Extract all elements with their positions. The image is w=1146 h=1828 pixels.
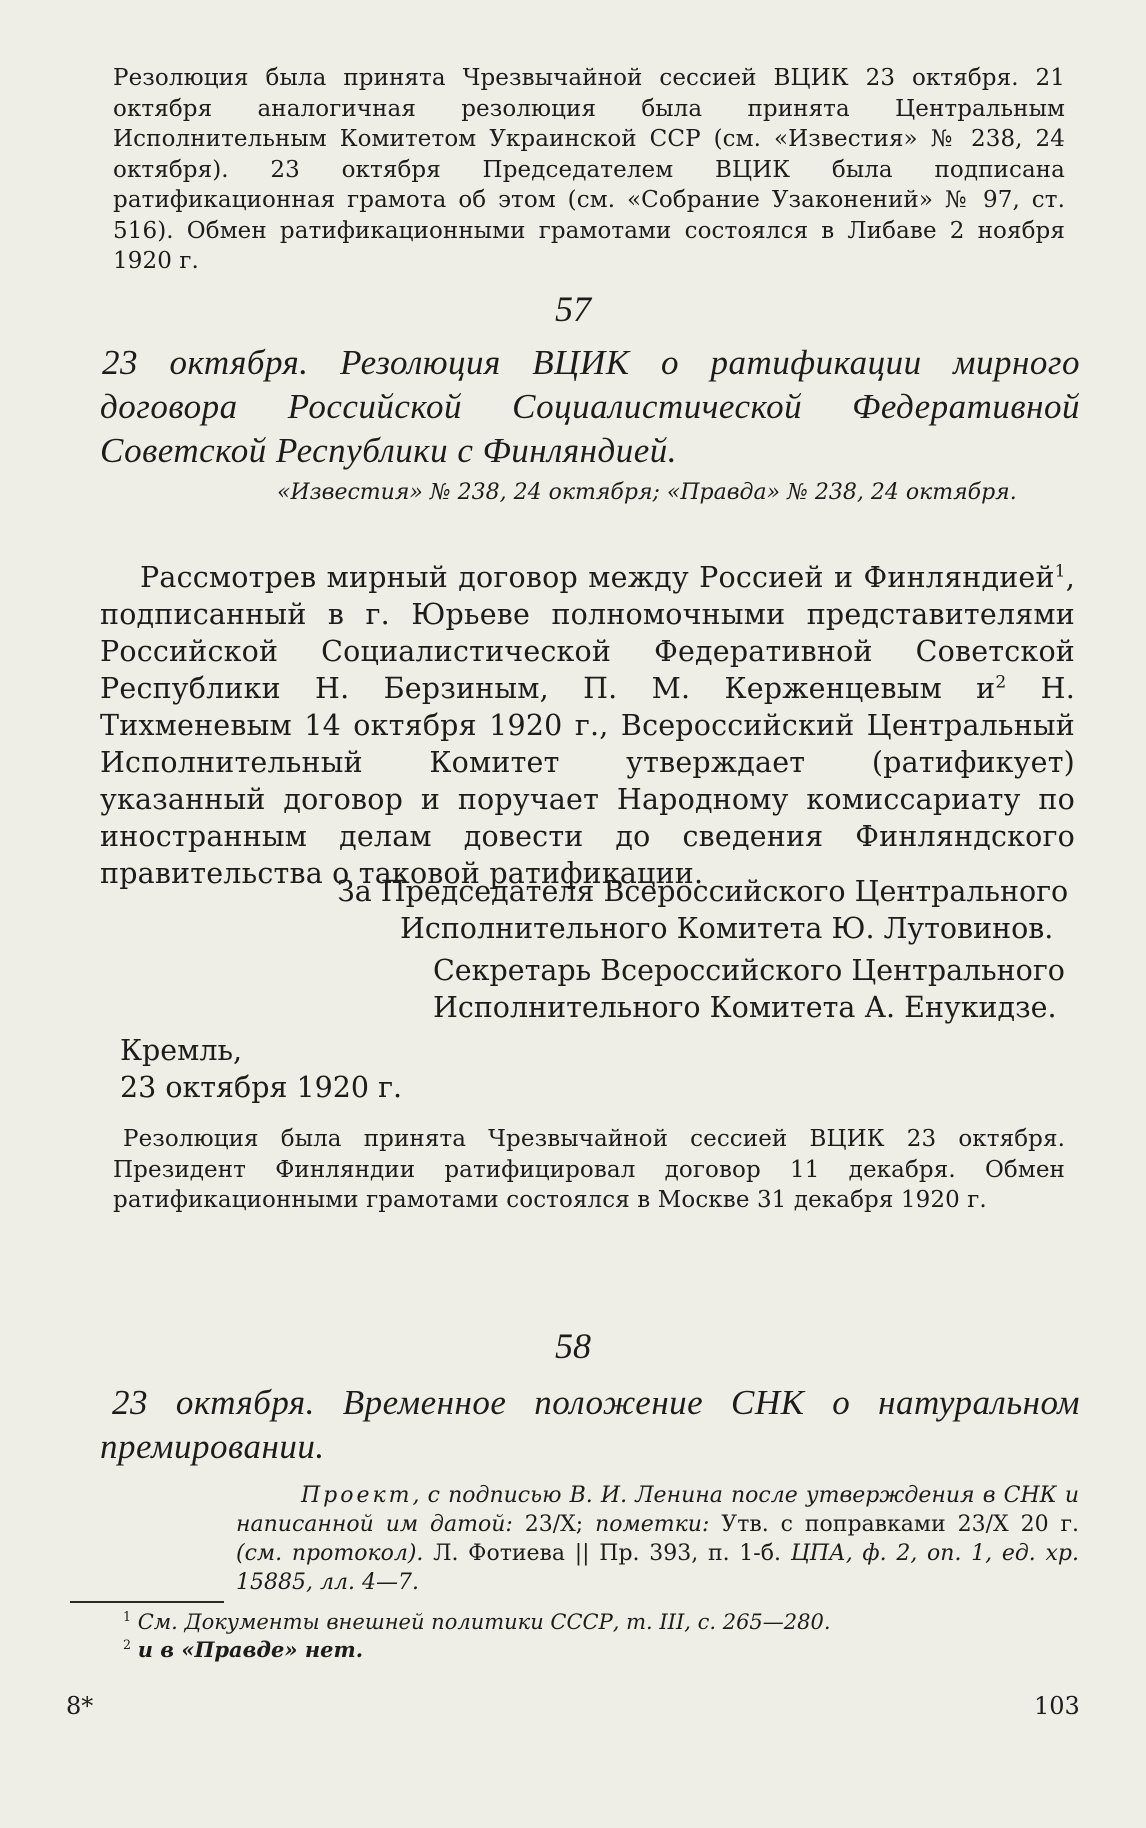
- footnote-2: $^2$ и в «Правде» нет.: [123, 1637, 364, 1662]
- document-57-source: «Известия» № 238, 24 октября; «Правда» № 238, 24 октября.: [277, 480, 1017, 505]
- signature-mark: 8*: [66, 1692, 94, 1720]
- footnote-ref-2: 2: [995, 672, 1007, 693]
- page-number: 103: [1034, 1692, 1080, 1720]
- document-58-heading: 23 октября. Временное положение СНК о натуральном премировании.: [100, 1383, 1080, 1466]
- footnote-1: $^1$ См. Документы внешней политики СССР, т. III, с. 265—280.: [123, 1609, 831, 1634]
- document-number-58: 58: [555, 1326, 591, 1366]
- footnotes: [123, 1608, 831, 1664]
- document-57-heading: 23 октября. Резолюция ВЦИК о ратификации мирного договора Российской Социалистической Федеративной Советской Республики с Финляндией.: [100, 343, 1080, 470]
- signature-chairman: За Председателя Всероссийского Центрального Исполнительного Комитета Ю. Лутовинов.: [337, 875, 1069, 945]
- footnote-ref-1: 1: [1054, 561, 1066, 582]
- signature-secretary: Секретарь Всероссийского Центрального Исполнительного Комитета А. Енукидзе.: [433, 954, 1065, 1024]
- document-58-source: Проект, с подписью В. И. Ленина после утверждения в СНК и написанной им датой: 23/X; пометки: Утв. с поправками 23/X 20 г. (см. протокол). Л. Фотиева || Пр. 393, п. 1-б. ЦПА, ф. 2, оп. 1, ед. хр. 15885, лл. 4—7.: [236, 1483, 1080, 1595]
- place-and-date: Кремль, 23 октября 1920 г.: [120, 1034, 403, 1104]
- document-number-57: 57: [555, 289, 591, 329]
- footnote-separator: [70, 1601, 224, 1603]
- document-57-body: Рассмотрев мирный договор между Россией и Финляндией$^1$, подписанный в г. Юрьеве полномочными представителями Российской Социалистической Федеративной Советской Республики Н. Берзиным, П. М. Керженцевым $и^2$ Н. Тихменевым 14 октября 1920 г., Всероссийский Центральный Исполнительный Комитет утверждает (ратификует) указанный договор и поручает Народному комиссариату по иностранным делам довести до сведения Финляндского правительства о таковой ратификации.: [100, 561, 1075, 890]
- top-note: Резолюция была принята Чрезвычайной сессией ВЦИК 23 октября. 21 октября аналогичная резолюция была принята Центральным Исполнительным Комитетом Украинской ССР (см. «Известия» № 238, 24 октября). 23 октября Председателем ВЦИК была подписана ратификационная грамота об этом (см. «Собрание Узаконений» № 97, ст. 516). Обмен ратификационными грамотами состоялся в Либаве 2 ноября 1920 г.: [113, 65, 1065, 274]
- document-57-note: Резолюция была принята Чрезвычайной сессией ВЦИК 23 октября. Президент Финляндии ратифицировал договор 11 декабря. Обмен ратификационными грамотами состоялся в Москве 31 декабря 1920 г.: [113, 1126, 1065, 1213]
